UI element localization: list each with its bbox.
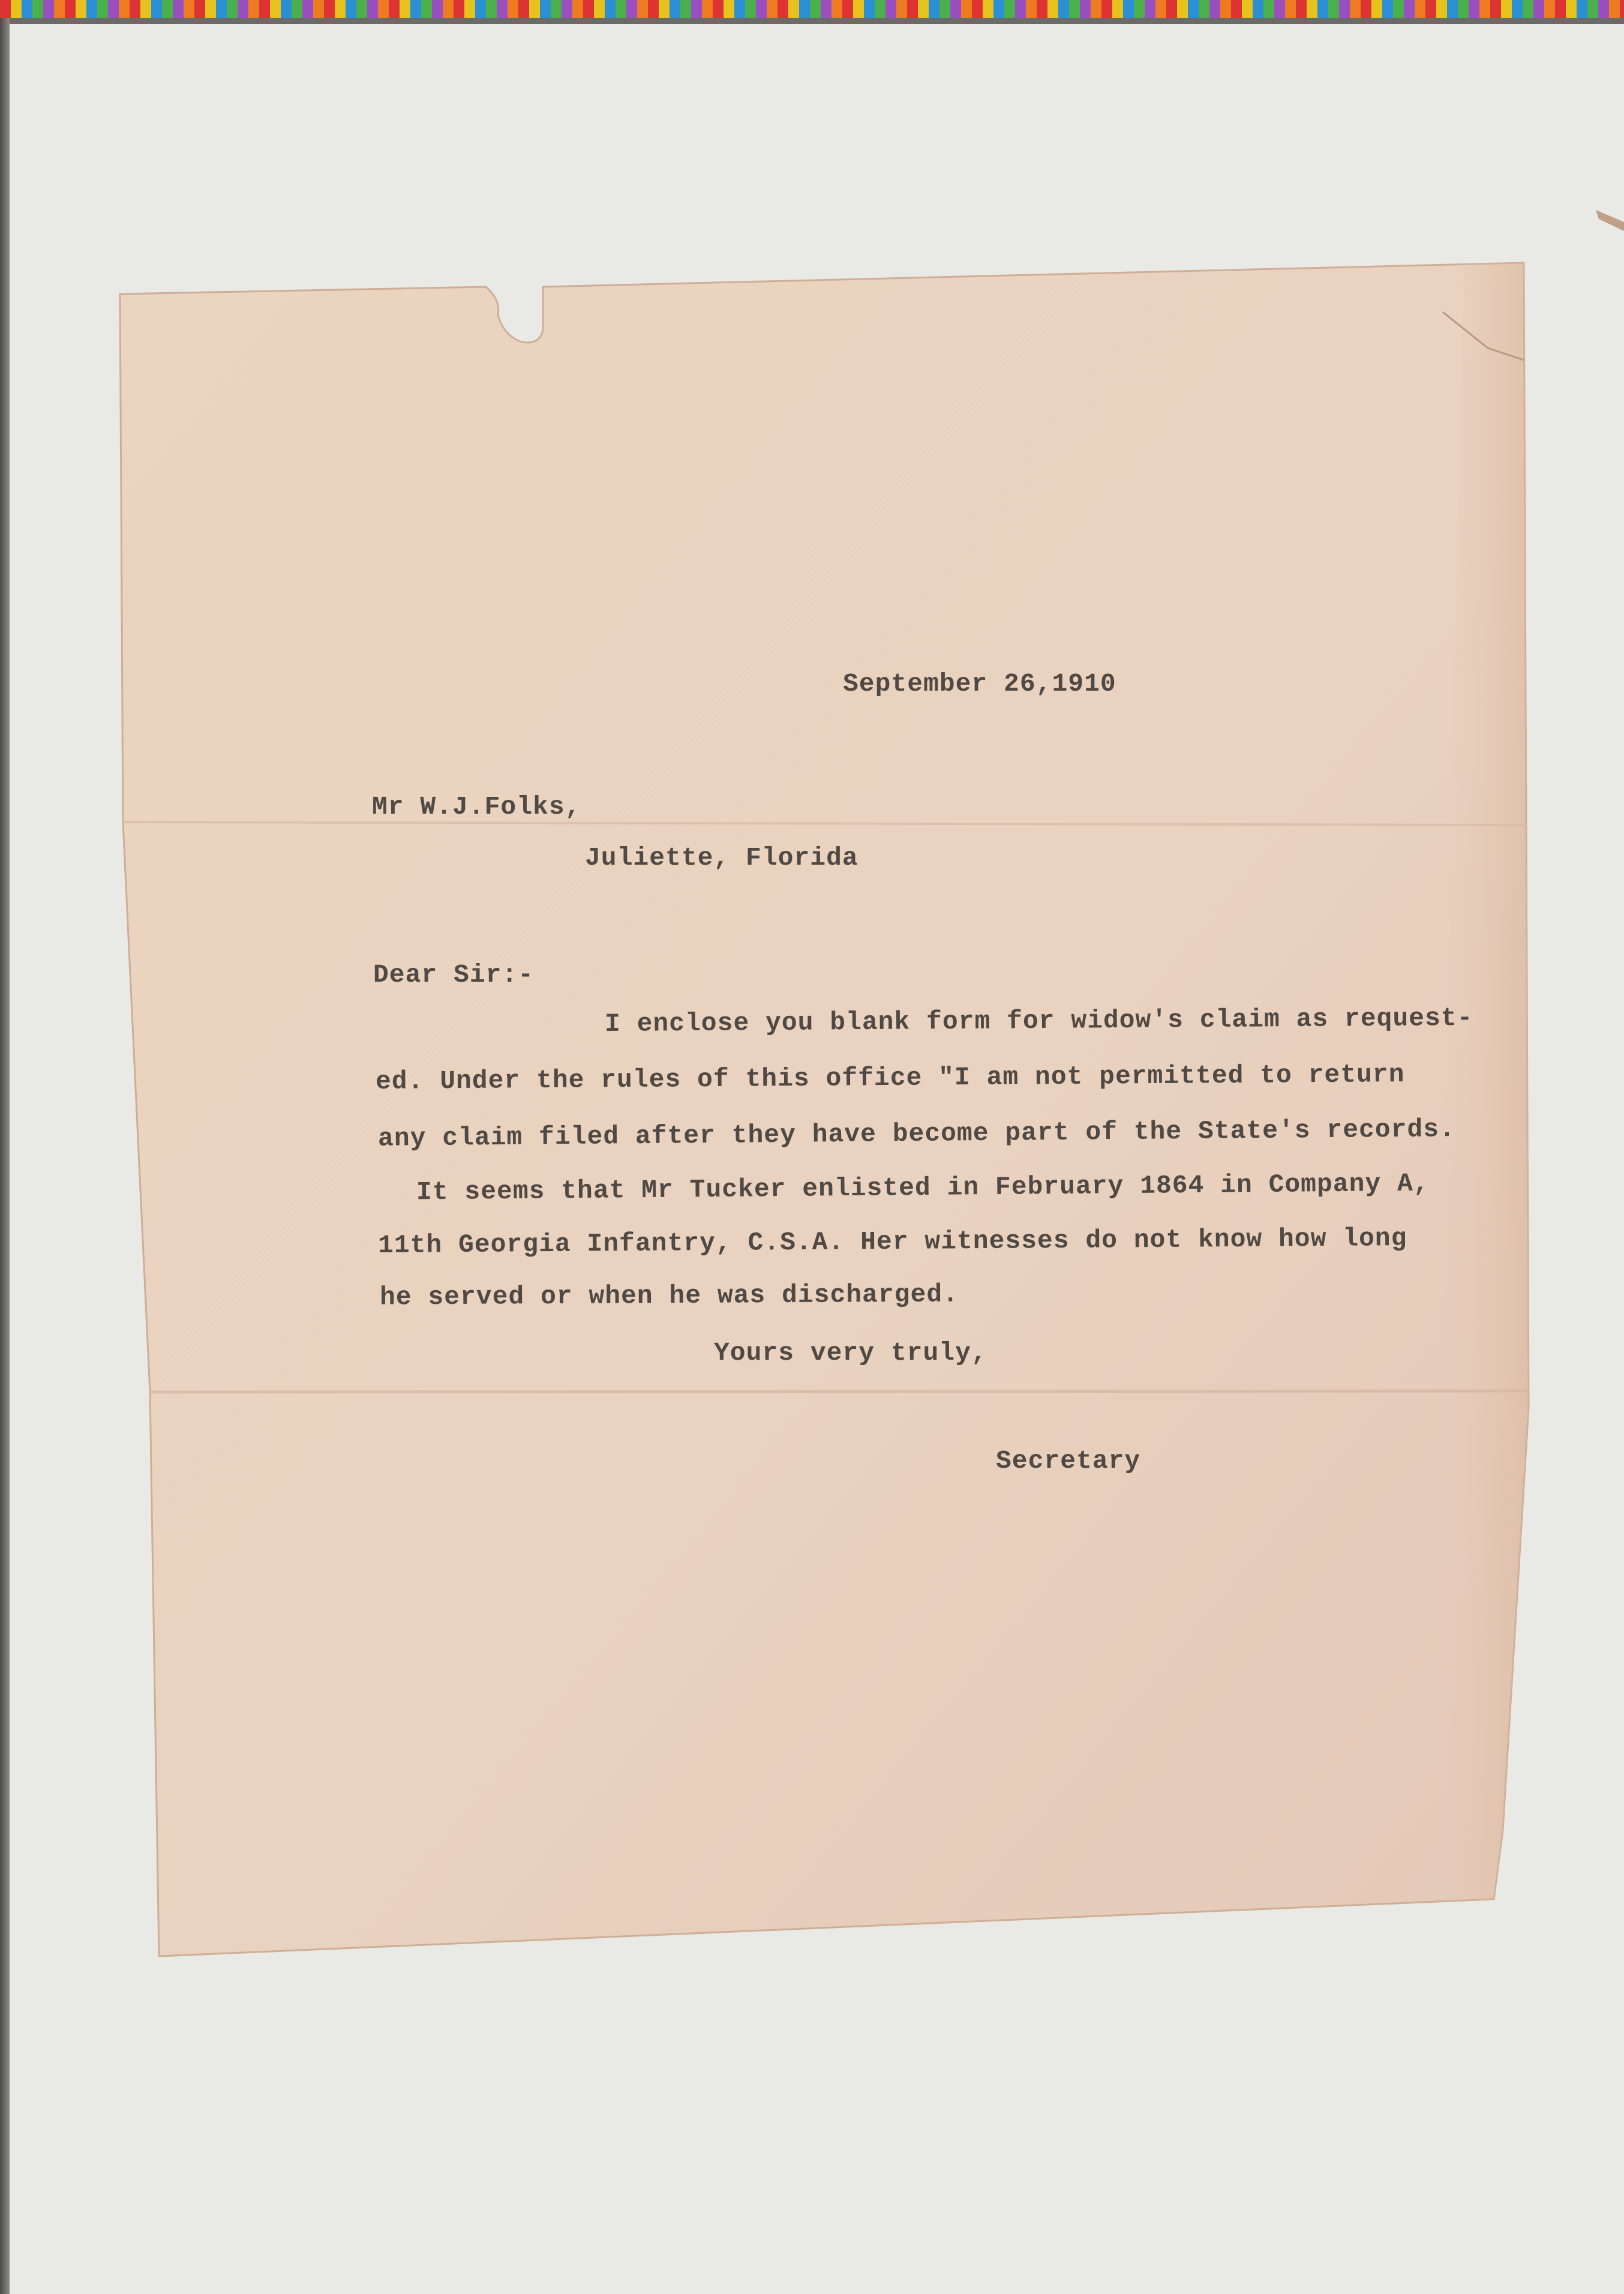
letter-date: September 26,1910 [843, 669, 1116, 698]
signature-title: Secretary [996, 1446, 1141, 1476]
closing: Yours very truly, [714, 1338, 987, 1368]
body-line: 11th Georgia Infantry, C.S.A. Her witnesses do not know how long [377, 1224, 1407, 1260]
recipient-location: Juliette, Florida [585, 843, 858, 872]
body-line: ed. Under the rules of this office "I am not permitted to return [375, 1060, 1405, 1096]
paper-sheet [120, 263, 1529, 1956]
body-line: I enclose you blank form for widow's claim as request- [604, 1003, 1473, 1039]
paper-scrap [1596, 210, 1624, 231]
body-line: any claim filed after they have become part of the State's records. [377, 1114, 1456, 1153]
paper-fold-line-lower [150, 1391, 1529, 1392]
salutation: Dear Sir:- [373, 960, 535, 989]
body-line: It seems that Mr Tucker enlisted in February 1864 in Company A, [416, 1168, 1430, 1207]
recipient-name: Mr W.J.Folks, [372, 792, 581, 821]
body-line: he served or when he was discharged. [379, 1279, 959, 1312]
